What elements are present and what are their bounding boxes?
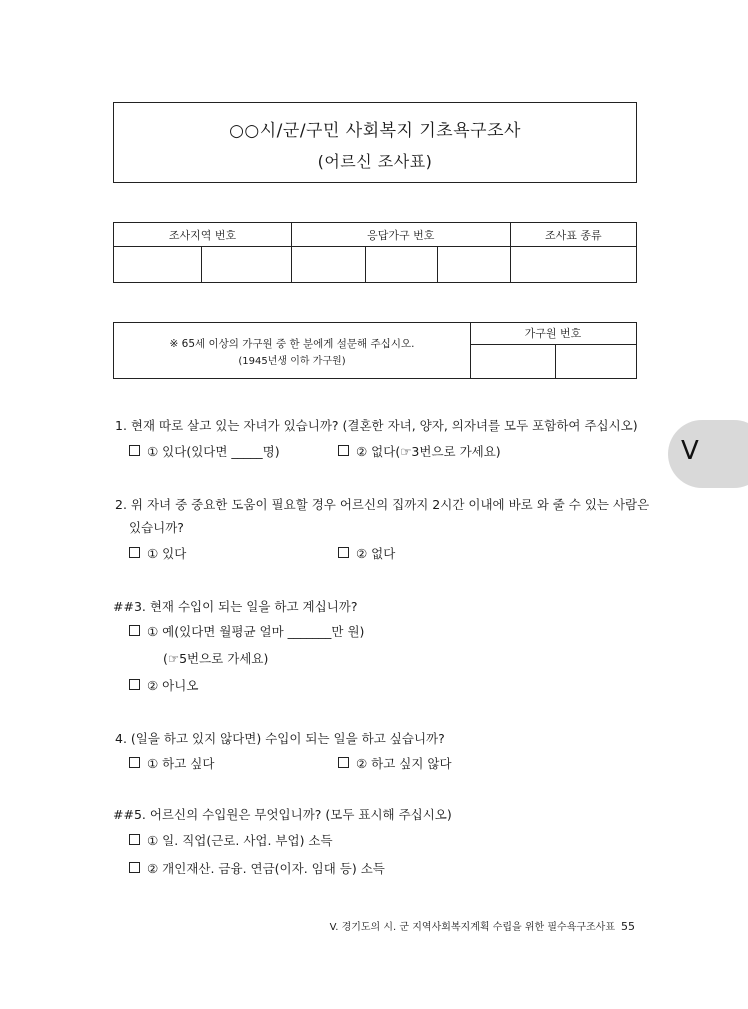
question-3: ##3. 현재 수입이 되는 일을 하고 계십니까? bbox=[113, 599, 358, 614]
checkbox[interactable] bbox=[338, 445, 349, 456]
household-number-header: 응답가구 번호 bbox=[291, 223, 510, 247]
checkbox[interactable] bbox=[129, 547, 140, 558]
q5-option-2[interactable]: ② 개인재산. 금융. 연금(이자. 임대 등) 소득 bbox=[129, 859, 385, 877]
footer-text: V. 경기도의 시. 군 지역사회복지계획 수립을 위한 필수욕구조사표 bbox=[329, 922, 615, 933]
chapter-tab-label: V bbox=[681, 436, 699, 466]
q3-option-1[interactable]: ① 예(있다면 월평균 얼마 _______만 원) bbox=[129, 622, 364, 640]
question-1: 1. 현재 따로 살고 있는 자녀가 있습니까? (결혼한 자녀, 양자, 의자녀를 모두 포함하여 주십시오) bbox=[115, 418, 638, 433]
checkbox[interactable] bbox=[129, 445, 140, 456]
respondent-note bbox=[114, 323, 471, 378]
q1-option-2[interactable]: ② 없다(☞3번으로 가세요) bbox=[338, 442, 501, 460]
household-member-number bbox=[470, 323, 636, 378]
survey-title-box bbox=[113, 102, 637, 183]
q3-option-2[interactable]: ② 아니오 bbox=[129, 676, 198, 694]
respondent-note-line1: ※ 65세 이상의 가구원 중 한 분에게 설문해 주십시오. bbox=[169, 338, 415, 350]
checkbox[interactable] bbox=[338, 547, 349, 558]
chapter-tab bbox=[668, 420, 748, 488]
checkbox[interactable] bbox=[338, 757, 349, 768]
region-number-cell-1[interactable] bbox=[114, 247, 202, 283]
household-number-cell-3[interactable] bbox=[438, 247, 511, 283]
survey-title: ○○시/군/구민 사회복지 기초욕구조사 bbox=[229, 121, 521, 141]
form-type-header: 조사표 종류 bbox=[510, 223, 636, 247]
household-number-cell-2[interactable] bbox=[365, 247, 438, 283]
q2-option-2[interactable]: ② 없다 bbox=[338, 544, 395, 562]
question-2: 2. 위 자녀 중 중요한 도움이 필요할 경우 어르신의 집까지 2시간 이내에 바로 와 줄 수 있는 사람은 bbox=[115, 497, 650, 512]
q4-option-1[interactable]: ① 하고 싶다 bbox=[129, 754, 214, 772]
checkbox[interactable] bbox=[129, 679, 140, 690]
id-number-table bbox=[113, 222, 637, 283]
question-2-cont: 있습니까? bbox=[129, 520, 184, 535]
q2-option-1[interactable]: ① 있다 bbox=[129, 544, 186, 562]
household-member-number-label: 가구원 번호 bbox=[470, 323, 636, 345]
region-number-header: 조사지역 번호 bbox=[114, 223, 292, 247]
q3-option-1-note: (☞5번으로 가세요) bbox=[163, 651, 269, 666]
q5-option-1[interactable]: ① 일. 직업(근로. 사업. 부업) 소득 bbox=[129, 831, 333, 849]
question-4: 4. (일을 하고 있지 않다면) 수입이 되는 일을 하고 싶습니까? bbox=[115, 731, 445, 746]
region-number-cell-2[interactable] bbox=[202, 247, 291, 283]
survey-subtitle: (어르신 조사표) bbox=[317, 152, 433, 171]
checkbox[interactable] bbox=[129, 625, 140, 636]
question-5: ##5. 어르신의 수입원은 무엇입니까? (모두 표시해 주십시오) bbox=[113, 807, 452, 822]
page-footer bbox=[330, 918, 635, 933]
checkbox[interactable] bbox=[129, 757, 140, 768]
household-number-cell-1[interactable] bbox=[291, 247, 365, 283]
respondent-note-line2: (1945년생 이하 가구원) bbox=[238, 356, 346, 367]
household-member-cell-2[interactable] bbox=[556, 345, 636, 378]
respondent-note-box bbox=[113, 322, 637, 379]
checkbox[interactable] bbox=[129, 862, 140, 873]
checkbox[interactable] bbox=[129, 834, 140, 845]
form-type-cell[interactable] bbox=[510, 247, 636, 283]
q4-option-2[interactable]: ② 하고 싶지 않다 bbox=[338, 754, 452, 772]
page-number: 55 bbox=[621, 920, 635, 933]
household-member-cell-1[interactable] bbox=[470, 345, 556, 378]
q1-option-1[interactable]: ① 있다(있다면 _____명) bbox=[129, 442, 280, 460]
